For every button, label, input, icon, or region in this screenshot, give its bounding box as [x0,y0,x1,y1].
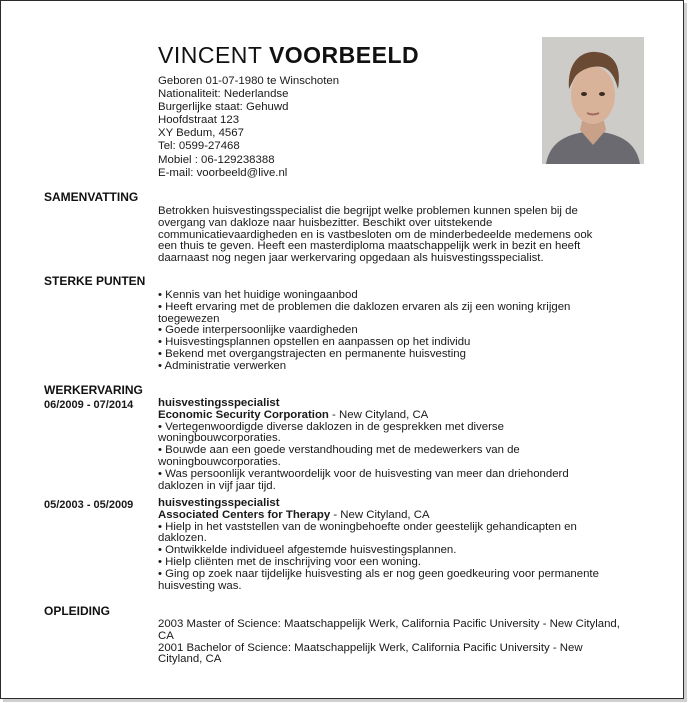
job-duty: • Vertegenwoordigde diverse daklozen in de gesprekken met diverse [158,420,504,433]
job-duty: • Bouwde aan een goede verstandhouding met de medewerkers van de [158,444,520,457]
contact-details [158,75,339,180]
job-duty: • Ging op zoek naar tijdelijke huisvesting als er nog geen goedkeuring voor permanente [158,567,599,580]
strength-item: toegewezen [158,312,220,325]
first-name: VINCENT [158,42,263,68]
education-heading: OPLEIDING [44,604,111,618]
strength-item: • Bekend met overgangstrajecten en permanente huisvesting [158,347,466,360]
job-duty: daklozen. [158,532,207,545]
strength-item: • Kennis van het huidige woningaanbod [158,289,358,301]
summary-heading: SAMENVATTING [44,190,139,204]
job-location: - New Cityland, CA [328,408,429,421]
education-line: CA [158,629,174,642]
strength-item: • Huisvestingsplannen opstellen en aanpassen op het individu [158,336,471,349]
strengths-heading: STERKE PUNTEN [44,274,146,288]
job-employer [158,510,638,522]
job-duty: • Hielp cliënten met de inschrijving voor een woning. [158,555,421,568]
job-duty: daklozen in vijf jaar tijd. [158,479,276,492]
summary-line: daarnaast nog negen jaar werkervaring opgedaan als huisvestingsspecialist. [158,252,544,265]
email: E-mail: voorbeeld@live.nl [158,166,288,179]
job-employer [158,410,638,422]
job-dates: 06/2009 - 07/2014 [44,399,134,411]
job-duty: • Ontwikkelde individueel afgestemde huisvestingsplannen. [158,544,457,557]
job-duty: woningbouwcorporaties. [158,455,281,468]
company-name: Associated Centers for Therapy [158,508,331,521]
last-name: VOORBEELD [268,42,420,68]
strength-item: • Heeft ervaring met de problemen die daklozen ervaren als zij een woning krijgen [158,300,571,313]
strength-item: • Administratie verwerken [158,359,287,372]
nationality: Nationaliteit: Nederlandse [158,88,289,101]
strengths-list [158,290,638,373]
summary-line: Betrokken huisvestingsspecialist die begrijpt welke problemen kunnen spelen bij de [158,205,578,217]
job-duty: woningbouwcorporaties. [158,432,281,445]
job-location: - New Cityland, CA [330,508,430,521]
education-line: 2001 Bachelor of Science: Maatschappelijk Werk, California Pacific University - New [158,641,583,654]
education-line: Cityland, CA [158,653,222,666]
summary-line: overgang van dakloze naar huisbezitter. Beschikt over uitstekende [158,216,493,229]
job-duty: • Hielp in het vaststellen van de woningbehoefte onder geestelijk gehandicapten en [158,520,577,533]
job-title: huisvestingsspecialist [158,397,280,409]
strength-item: • Goede interpersoonlijke vaardigheden [158,324,358,337]
education-list [158,619,638,666]
birth-info: Geboren 01-07-1980 te Winschoten [158,75,340,87]
marital-status: Burgerlijke staat: Gehuwd [158,101,289,114]
job-dates: 05/2003 - 05/2009 [44,499,134,511]
job-title: huisvestingsspecialist [158,497,280,509]
summary-text [158,206,638,265]
profile-photo [542,37,644,164]
job-duty: huisvesting was. [158,579,242,592]
phone: Tel: 0599-27468 [158,140,240,153]
education-line: 2003 Master of Science: Maatschappelijk Werk, California Pacific University - New Cityland, [158,618,620,630]
mobile: Mobiel : 06-129238388 [158,153,275,166]
candidate-name [158,42,419,69]
summary-line: een thuis te geven. Heeft een masterdiploma maatschappelijk werk in bezit en heeft [158,240,581,253]
summary-line: communicatievaardigheden en is vastbesloten om de minderbedeelde medemens ook [158,228,593,241]
company-name: Economic Security Corporation [158,408,329,421]
job-entry [158,498,638,592]
job-entry [158,398,638,492]
experience-heading: WERKERVARING [44,383,143,397]
street-address: Hoofdstraat 123 [158,114,240,127]
job-duty: • Was persoonlijk verantwoordelijk voor de huisvesting van meer dan driehonderd [158,467,569,480]
postal-city: XY Bedum, 4567 [158,127,244,140]
